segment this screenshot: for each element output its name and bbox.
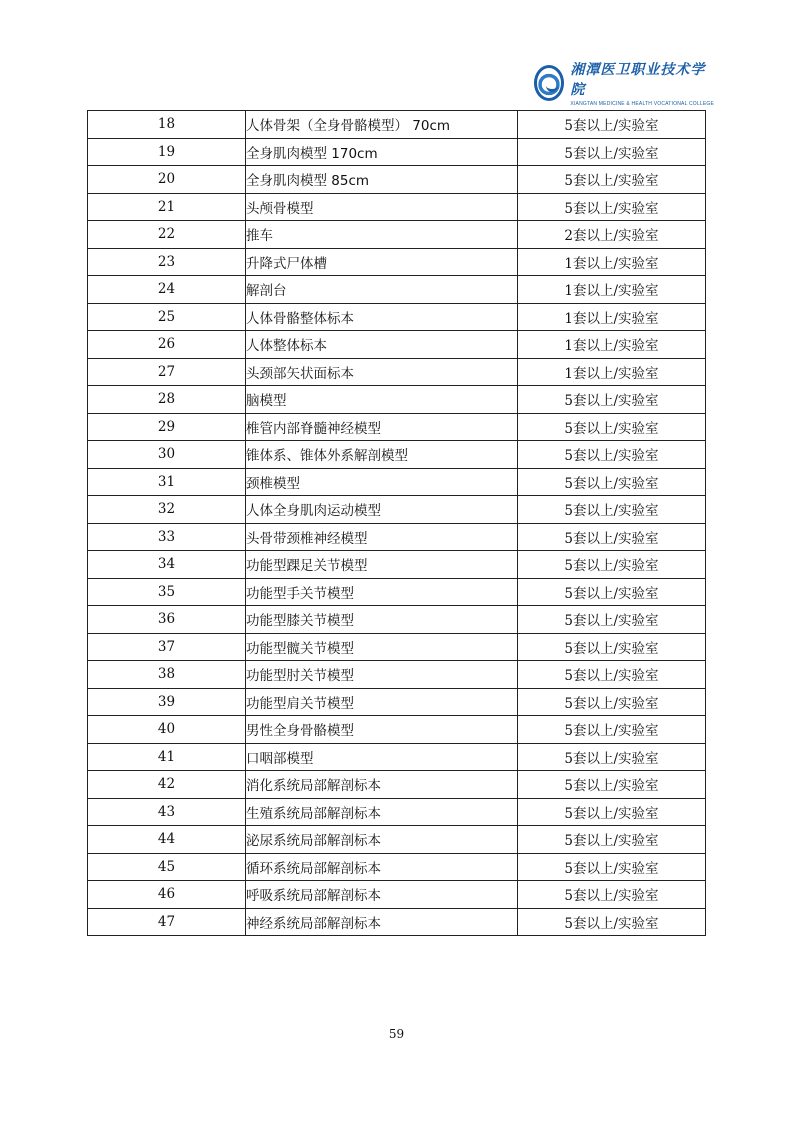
equipment-quantity: 5套以上/实验室 <box>518 496 706 524</box>
equipment-name: 全身肌肉模型 85cm <box>246 166 518 194</box>
equipment-name: 头骨带颈椎神经模型 <box>246 523 518 551</box>
table-row <box>88 441 706 469</box>
equipment-name: 神经系统局部解剖标本 <box>246 908 518 936</box>
equipment-quantity: 5套以上/实验室 <box>518 523 706 551</box>
row-number: 21 <box>88 193 246 221</box>
table-row <box>88 331 706 359</box>
row-number: 37 <box>88 633 246 661</box>
equipment-quantity: 5套以上/实验室 <box>518 468 706 496</box>
table-row <box>88 551 706 579</box>
row-number: 43 <box>88 798 246 826</box>
row-number: 33 <box>88 523 246 551</box>
equipment-name: 功能型肘关节模型 <box>246 661 518 689</box>
equipment-name: 男性全身骨骼模型 <box>246 716 518 744</box>
row-number: 18 <box>88 111 246 139</box>
table-row <box>88 111 706 139</box>
equipment-name: 脑模型 <box>246 386 518 414</box>
equipment-name: 颈椎模型 <box>246 468 518 496</box>
equipment-name: 全身肌肉模型 170cm <box>246 138 518 166</box>
row-number: 34 <box>88 551 246 579</box>
college-emblem-icon <box>534 65 564 101</box>
row-number: 42 <box>88 771 246 799</box>
table-row <box>88 303 706 331</box>
equipment-quantity: 5套以上/实验室 <box>518 413 706 441</box>
table-row <box>88 138 706 166</box>
row-number: 38 <box>88 661 246 689</box>
equipment-quantity: 5套以上/实验室 <box>518 606 706 634</box>
equipment-quantity: 5套以上/实验室 <box>518 193 706 221</box>
equipment-name: 人体骨架（全身骨骼模型） 70cm <box>246 111 518 139</box>
equipment-quantity: 5套以上/实验室 <box>518 578 706 606</box>
equipment-quantity: 5套以上/实验室 <box>518 853 706 881</box>
table-row <box>88 523 706 551</box>
table-row <box>88 881 706 909</box>
row-number: 23 <box>88 248 246 276</box>
equipment-quantity: 1套以上/实验室 <box>518 358 706 386</box>
row-number: 41 <box>88 743 246 771</box>
equipment-quantity: 2套以上/实验室 <box>518 221 706 249</box>
row-number: 24 <box>88 276 246 304</box>
equipment-quantity: 1套以上/实验室 <box>518 248 706 276</box>
row-number: 36 <box>88 606 246 634</box>
row-number: 47 <box>88 908 246 936</box>
equipment-quantity: 5套以上/实验室 <box>518 166 706 194</box>
table-row <box>88 606 706 634</box>
table-row <box>88 661 706 689</box>
row-number: 25 <box>88 303 246 331</box>
table-row <box>88 633 706 661</box>
table-row <box>88 826 706 854</box>
table-row <box>88 468 706 496</box>
equipment-quantity: 5套以上/实验室 <box>518 441 706 469</box>
equipment-quantity: 5套以上/实验室 <box>518 716 706 744</box>
page-number: 59 <box>388 1027 405 1041</box>
row-number: 30 <box>88 441 246 469</box>
equipment-name: 人体全身肌肉运动模型 <box>246 496 518 524</box>
table-row <box>88 908 706 936</box>
table-row <box>88 193 706 221</box>
row-number: 20 <box>88 166 246 194</box>
row-number: 40 <box>88 716 246 744</box>
equipment-quantity: 5套以上/实验室 <box>518 386 706 414</box>
equipment-table-body <box>88 111 706 936</box>
equipment-quantity: 5套以上/实验室 <box>518 633 706 661</box>
row-number: 32 <box>88 496 246 524</box>
table-row <box>88 798 706 826</box>
row-number: 29 <box>88 413 246 441</box>
table-row <box>88 276 706 304</box>
equipment-quantity: 5套以上/实验室 <box>518 826 706 854</box>
equipment-quantity: 5套以上/实验室 <box>518 111 706 139</box>
equipment-name: 推车 <box>246 221 518 249</box>
college-name-en: XIANGTAN MEDICINE & HEALTH VOCATIONAL COLLEGE <box>570 101 714 107</box>
row-number: 31 <box>88 468 246 496</box>
equipment-name: 功能型髋关节模型 <box>246 633 518 661</box>
table-row <box>88 743 706 771</box>
college-logo <box>534 58 714 108</box>
equipment-name: 解剖台 <box>246 276 518 304</box>
equipment-name: 升降式尸体槽 <box>246 248 518 276</box>
row-number: 28 <box>88 386 246 414</box>
table-row <box>88 578 706 606</box>
equipment-name: 头颈部矢状面标本 <box>246 358 518 386</box>
row-number: 27 <box>88 358 246 386</box>
row-number: 19 <box>88 138 246 166</box>
table-row <box>88 688 706 716</box>
equipment-name: 功能型踝足关节模型 <box>246 551 518 579</box>
table-row <box>88 358 706 386</box>
row-number: 44 <box>88 826 246 854</box>
equipment-name: 头颅骨模型 <box>246 193 518 221</box>
equipment-name: 人体骨骼整体标本 <box>246 303 518 331</box>
equipment-quantity: 5套以上/实验室 <box>518 771 706 799</box>
row-number: 46 <box>88 881 246 909</box>
equipment-quantity: 5套以上/实验室 <box>518 551 706 579</box>
equipment-quantity: 5套以上/实验室 <box>518 661 706 689</box>
row-number: 26 <box>88 331 246 359</box>
table-row <box>88 771 706 799</box>
equipment-name: 消化系统局部解剖标本 <box>246 771 518 799</box>
equipment-name: 生殖系统局部解剖标本 <box>246 798 518 826</box>
equipment-name: 人体整体标本 <box>246 331 518 359</box>
equipment-name: 椎管内部脊髓神经模型 <box>246 413 518 441</box>
table-row <box>88 413 706 441</box>
equipment-quantity: 5套以上/实验室 <box>518 743 706 771</box>
equipment-quantity: 5套以上/实验室 <box>518 908 706 936</box>
college-name <box>570 59 714 107</box>
college-name-cn: 湘潭医卫职业技术学院 <box>570 62 706 98</box>
table-row <box>88 386 706 414</box>
equipment-name: 泌尿系统局部解剖标本 <box>246 826 518 854</box>
equipment-quantity: 5套以上/实验室 <box>518 688 706 716</box>
equipment-name: 口咽部模型 <box>246 743 518 771</box>
row-number: 22 <box>88 221 246 249</box>
equipment-name: 功能型肩关节模型 <box>246 688 518 716</box>
equipment-quantity: 5套以上/实验室 <box>518 138 706 166</box>
row-number: 35 <box>88 578 246 606</box>
table-row <box>88 221 706 249</box>
equipment-table <box>87 110 706 936</box>
table-row <box>88 248 706 276</box>
equipment-name: 锥体系、锥体外系解剖模型 <box>246 441 518 469</box>
equipment-name: 呼吸系统局部解剖标本 <box>246 881 518 909</box>
row-number: 45 <box>88 853 246 881</box>
equipment-quantity: 5套以上/实验室 <box>518 881 706 909</box>
equipment-name: 功能型手关节模型 <box>246 578 518 606</box>
row-number: 39 <box>88 688 246 716</box>
equipment-quantity: 1套以上/实验室 <box>518 331 706 359</box>
equipment-quantity: 1套以上/实验室 <box>518 276 706 304</box>
table-row <box>88 853 706 881</box>
equipment-name: 功能型膝关节模型 <box>246 606 518 634</box>
equipment-name: 循环系统局部解剖标本 <box>246 853 518 881</box>
equipment-quantity: 1套以上/实验室 <box>518 303 706 331</box>
table-row <box>88 496 706 524</box>
table-row <box>88 716 706 744</box>
equipment-quantity: 5套以上/实验室 <box>518 798 706 826</box>
table-row <box>88 166 706 194</box>
